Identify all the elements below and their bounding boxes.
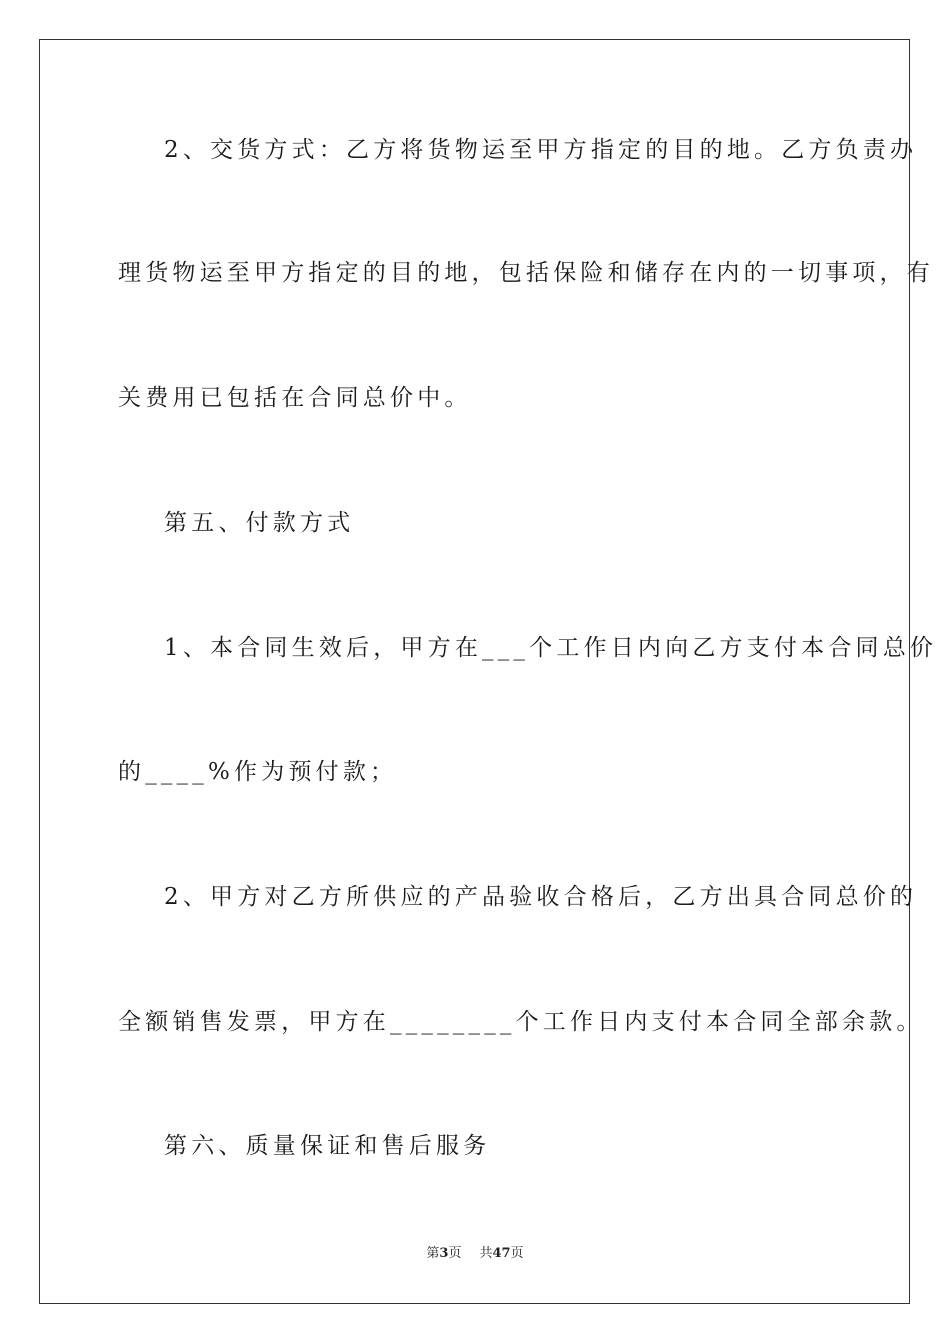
paragraph-delivery-line-2: 理货物运至甲方指定的目的地，包括保险和储存在内的一切事项，有 [118, 260, 934, 286]
paragraph-payment-2-line-1: 2、甲方对乙方所供应的产品验收合格后，乙方出具合同总价的 [164, 884, 918, 910]
paragraph-delivery-line-1: 2、交货方式：乙方将货物运至甲方指定的目的地。乙方负责办 [164, 137, 918, 163]
page-border [39, 39, 938, 1304]
paragraph-delivery-line-3: 关费用已包括在合同总价中。 [118, 385, 472, 411]
footer-total-prefix: 共 [479, 1246, 493, 1261]
footer-total-pages: 47 [492, 1246, 511, 1261]
section-heading-quality: 第六、质量保证和售后服务 [164, 1133, 491, 1159]
page-footer [0, 1245, 950, 1263]
paragraph-payment-2-line-2: 全额销售发票，甲方在________个工作日内支付本合同全部余款。 [118, 1009, 924, 1035]
footer-page-number: 3 [439, 1246, 449, 1261]
paragraph-payment-1-line-1: 1、本合同生效后，甲方在___个工作日内向乙方支付本合同总价 [164, 635, 938, 661]
footer-page-suffix: 页 [448, 1246, 462, 1261]
footer-page-prefix: 第 [426, 1246, 440, 1261]
section-heading-payment: 第五、付款方式 [164, 510, 355, 536]
footer-total-suffix: 页 [510, 1246, 524, 1261]
paragraph-payment-1-line-2: 的____%作为预付款； [118, 759, 398, 785]
